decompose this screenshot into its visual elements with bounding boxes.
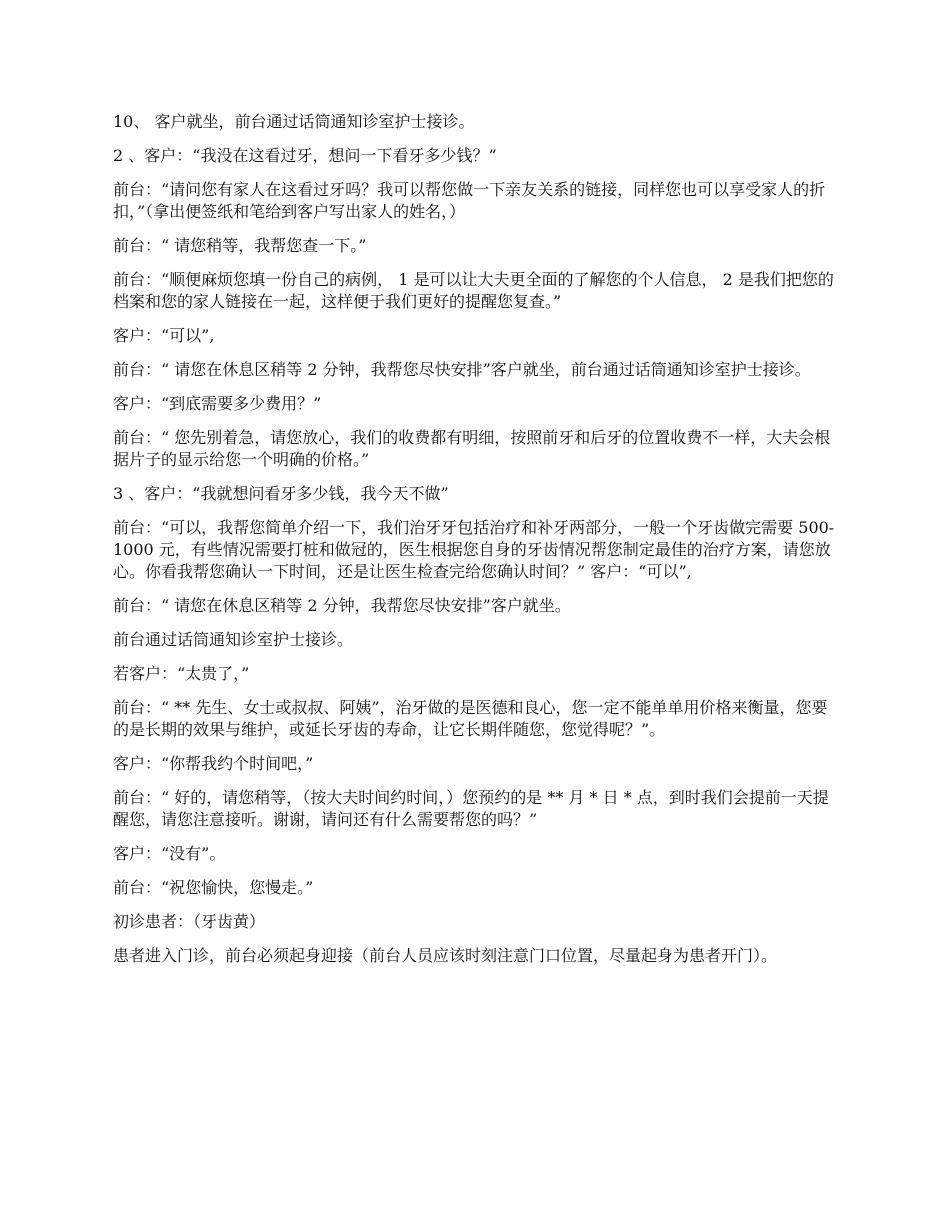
paragraph-customer-no: 客户：“没有”。 <box>113 844 226 863</box>
paragraph-front-desk-value-answer: 前台：“ ** 先生、女士或叔叔、阿姨”，治牙做的是医德和良心，您一定不能单单用价格来衡量，您要的是长期的效果与维护，或延长牙齿的寿命，让它长期伴随您，您觉得呢？”。 <box>113 698 828 739</box>
paragraph-front-desk-cost-answer: 前台：“ 您先别着急，请您放心，我们的收费都有明细，按照前牙和后牙的位置收费不一样，大夫会根据片子的显示给您一个明确的价格。” <box>113 428 831 469</box>
paragraph-front-desk-goodbye: 前台：“祝您愉快，您慢走。” <box>113 878 314 897</box>
document-page <box>113 111 843 979</box>
paragraph-intro-seated: 10、 客户就坐，前台通过话筒通知诊室护士接诊。 <box>113 112 475 131</box>
paragraph-front-desk-please-wait: 前台：“ 请您稍等，我帮您查一下。” <box>113 236 367 255</box>
paragraph-section-2-question: 2 、客户：“我没在这看过牙，想问一下看牙多少钱？” <box>113 146 497 165</box>
paragraph-section-3-question: 3 、客户：“我就想问看牙多少钱，我今天不做” <box>113 484 449 503</box>
paragraph-front-desk-appointment: 前台：“ 好的，请您稍等，（按大夫时间约时间，）您预约的是 ** 月 * 日 * 点，到时我们会提前一天提醒您，请您注意接听。谢谢，请问还有什么需要帮您的吗？” <box>113 788 829 829</box>
paragraph-front-desk-rest-area: 前台：“ 请您在休息区稍等 2 分钟，我帮您尽快安排”客户就坐，前台通过话筒通知诊室护士接诊。 <box>113 360 811 379</box>
paragraph-notify-nurse: 前台通过话筒通知诊室护士接诊。 <box>113 630 354 649</box>
paragraph-customer-ok: 客户：“可以”, <box>113 326 215 345</box>
paragraph-customer-too-expensive: 若客户：“太贵了，” <box>113 664 250 683</box>
paragraph-patient-enters: 患者进入门诊，前台必须起身迎接（前台人员应该时刻注意门口位置，尽量起身为患者开门）。 <box>113 946 778 965</box>
paragraph-first-visit-heading: 初诊患者：（牙齿黄） <box>113 912 266 931</box>
paragraph-front-desk-medical-record: 前台：“顺便麻烦您填一份自己的病例， 1 是可以让大夫更全面的了解您的个人信息， 2 是我们把您的档案和您的家人链接在一起，这样便于我们更好的提醒您复查。” <box>113 270 834 311</box>
paragraph-front-desk-treatment-intro: 前台：“可以，我帮您简单介绍一下，我们治牙牙包括治疗和补牙两部分，一般一个牙齿做完需要 500-1000 元，有些情况需要打桩和做冠的，医生根据您自身的牙齿情况帮您制定最佳的治疗方案，请您放心。你看我帮您确认一下时间，还是让医生检查完给您确认时间？” 客户：“可以”, <box>113 518 835 581</box>
paragraph-customer-cost-question: 客户：“到底需要多少费用？” <box>113 394 322 413</box>
paragraph-front-desk-family-link: 前台：“请问您有家人在这看过牙吗？我可以帮您做一下亲友关系的链接，同样您也可以享受家人的折扣，”（拿出便签纸和笔给到客户写出家人的姓名，） <box>113 180 826 221</box>
paragraph-customer-book-time: 客户：“你帮我约个时间吧，” <box>113 754 314 773</box>
paragraph-front-desk-rest-area-2: 前台：“ 请您在休息区稍等 2 分钟，我帮您尽快安排”客户就坐。 <box>113 596 571 615</box>
